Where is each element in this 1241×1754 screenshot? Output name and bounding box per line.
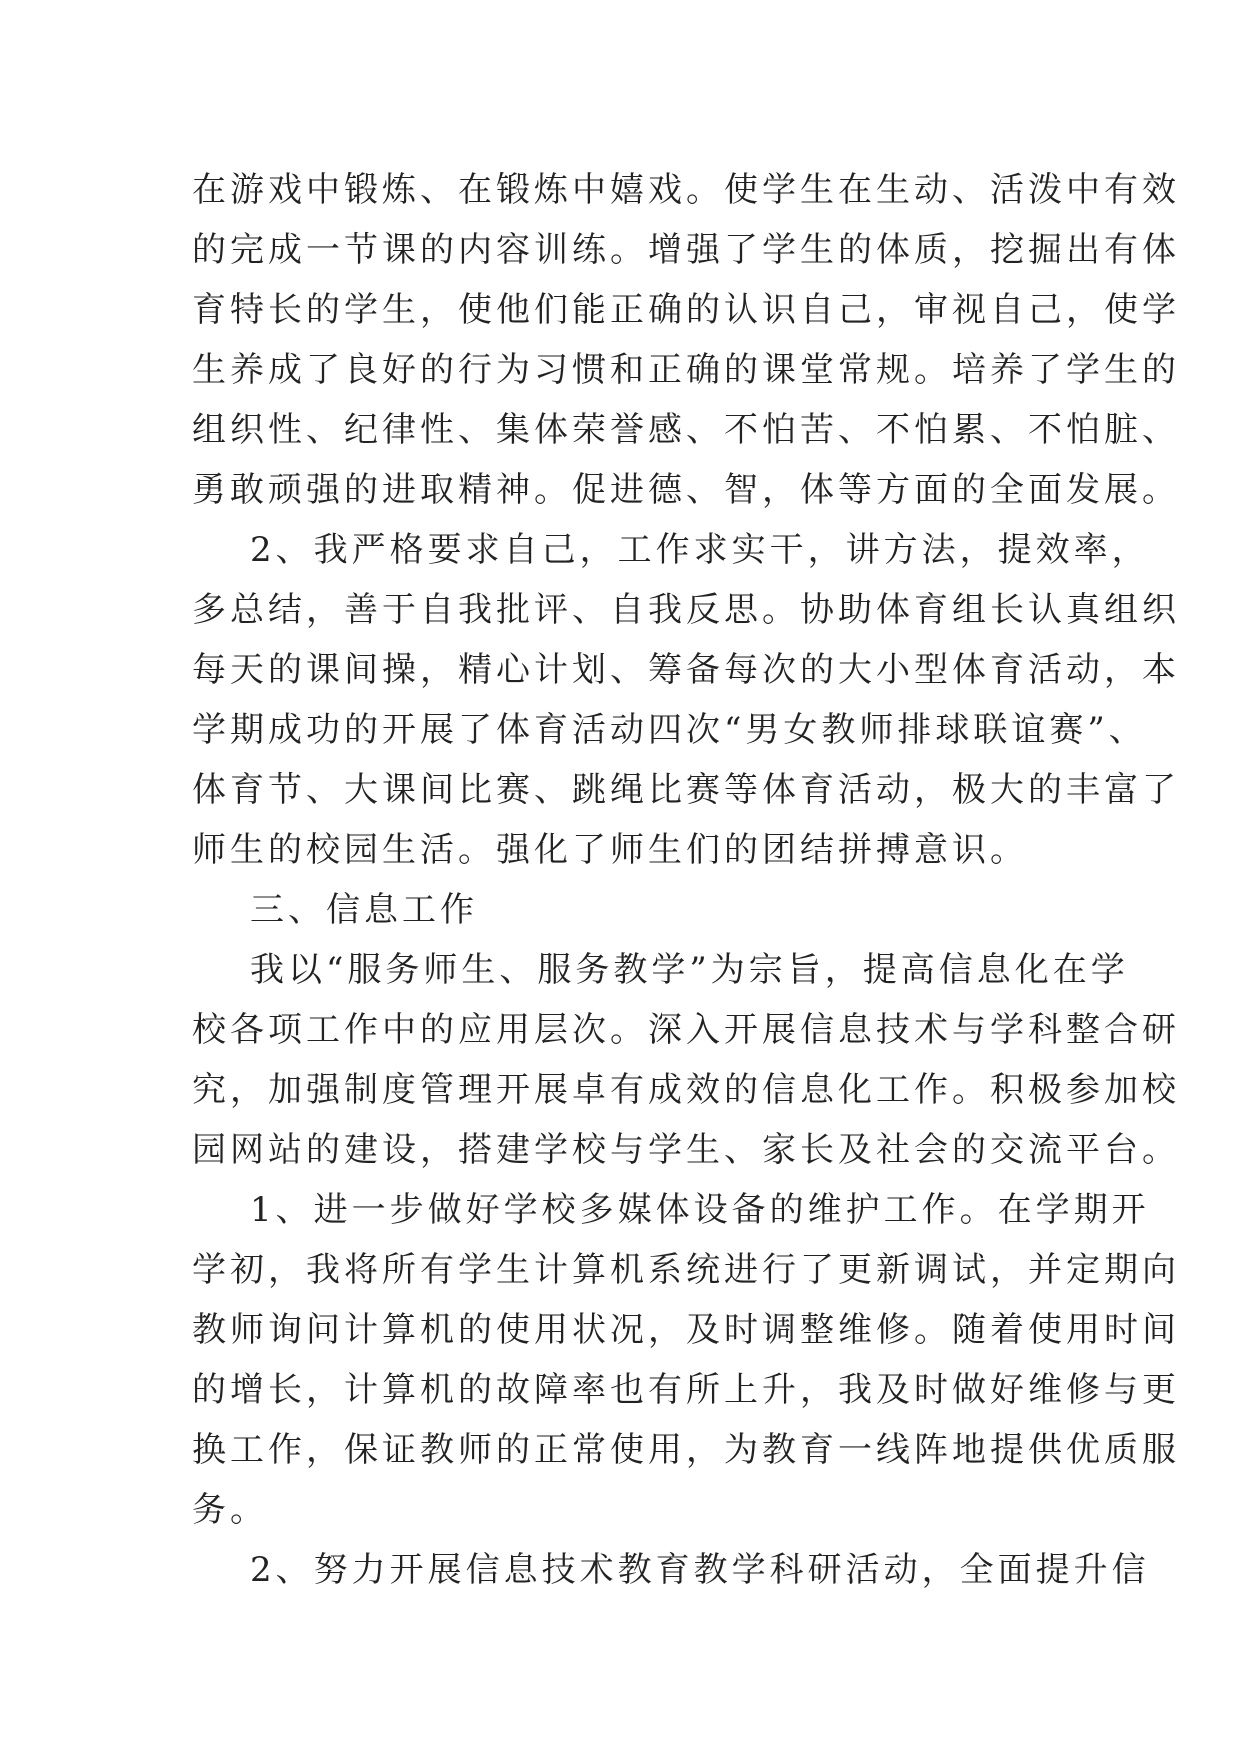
text-line: 换工作，保证教师的正常使用，为教育一线阵地提供优质服 [192,1430,1180,1470]
text-line: 体育节、大课间比赛、跳绳比赛等体育活动，极大的丰富了 [192,770,1180,810]
text-line: 校各项工作中的应用层次。深入开展信息技术与学科整合研 [192,1010,1180,1050]
text-line: 每天的课间操，精心计划、筹备每次的大小型体育活动，本 [192,650,1180,690]
text-line: 园网站的建设，搭建学校与学生、家长及社会的交流平台。 [192,1130,1180,1170]
text-line: 2、我严格要求自己，工作求实干，讲方法，提效率， [250,530,1150,570]
text-line: 1、进一步做好学校多媒体设备的维护工作。在学期开 [250,1190,1150,1230]
text-line: 究，加强制度管理开展卓有成效的信息化工作。积极参加校 [192,1070,1180,1110]
text-line: 多总结，善于自我批评、自我反思。协助体育组长认真组织 [192,590,1180,630]
text-line: 的完成一节课的内容训练。增强了学生的体质，挖掘出有体 [192,230,1180,270]
text-line: 我以“服务师生、服务教学”为宗旨，提高信息化在学 [250,950,1129,990]
text-line: 师生的校园生活。强化了师生们的团结拼搏意识。 [192,830,1028,870]
text-line: 育特长的学生，使他们能正确的认识自己，审视自己，使学 [192,290,1180,330]
text-line: 教师询问计算机的使用状况，及时调整维修。随着使用时间 [192,1310,1180,1350]
text-line: 勇敢顽强的进取精神。促进德、智，体等方面的全面发展。 [192,470,1180,510]
text-line: 务。 [192,1490,268,1530]
text-line: 在游戏中锻炼、在锻炼中嬉戏。使学生在生动、活泼中有效 [192,170,1180,210]
text-line: 三、信息工作 [250,890,478,930]
text-line: 组织性、纪律性、集体荣誉感、不怕苦、不怕累、不怕脏、 [192,410,1180,450]
document-body [192,160,1180,1600]
text-line: 的增长，计算机的故障率也有所上升，我及时做好维修与更 [192,1370,1180,1410]
text-line: 学期成功的开展了体育活动四次“男女教师排球联谊赛”、 [192,710,1147,750]
text-line: 学初，我将所有学生计算机系统进行了更新调试，并定期向 [192,1250,1180,1290]
text-line: 生养成了良好的行为习惯和正确的课堂常规。培养了学生的 [192,350,1180,390]
text-line: 2、努力开展信息技术教育教学科研活动，全面提升信 [250,1550,1150,1590]
